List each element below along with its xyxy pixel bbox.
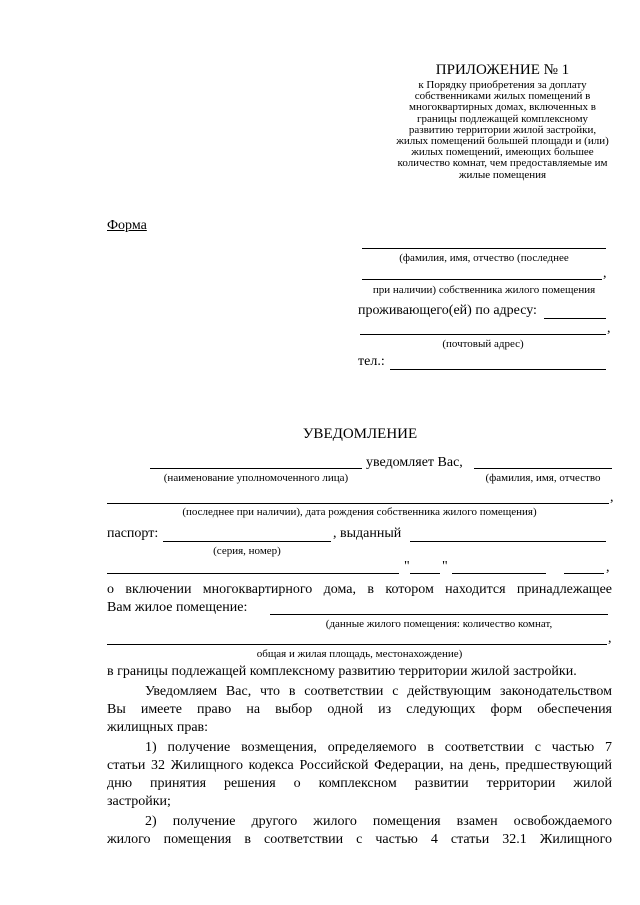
paragraph-line: Вы имеете право на выбор одной из следующих форм обеспечения [107,702,612,717]
area-line[interactable] [107,644,607,645]
birth-line[interactable] [107,503,609,504]
inclusion-text-line1: о включении многоквартирного дома, в котором находится принадлежащее [107,582,612,597]
date-comma: , [606,560,610,575]
fio-caption: (фамилия, имя, отчество (последнее [399,252,569,264]
birth-line-comma: , [610,490,614,505]
area-caption: общая и жилая площадь, местонахождение) [256,648,463,660]
authority-line[interactable] [150,468,362,469]
boundaries-text: в границы подлежащей комплексному развитию территории жилой застройки. [107,664,577,679]
fio-line[interactable] [362,248,606,249]
recipient-line[interactable] [474,468,612,469]
birth-caption: (последнее при наличии), дата рождения собственника жилого помещения) [182,506,537,518]
rooms-caption: (данные жилого помещения: количество комнат, [325,618,553,630]
residing-line[interactable] [544,318,606,319]
residing-label: проживающего(ей) по адресу: [358,303,537,318]
owner-line-comma: , [603,266,607,281]
item1-line: статьи 32 Жилищного кодекса Российской Федерации, на день, предшествующий [107,758,612,773]
issuer-line[interactable] [107,573,399,574]
premises-line[interactable] [270,614,608,615]
inclusion-text-line2: Вам жилое помещение: [107,600,248,615]
passport-label: паспорт: [107,526,159,541]
owner-caption: при наличии) собственника жилого помещения [372,284,596,296]
notifies-text: уведомляет Вас, [366,455,463,470]
month-line[interactable] [452,573,546,574]
postal-line[interactable] [360,334,606,335]
tel-line[interactable] [390,369,606,370]
area-line-comma: , [608,631,612,646]
tel-label: тел.: [358,354,385,369]
date-quote-open: " [404,559,410,574]
postal-caption: (почтовый адрес) [442,338,524,350]
item1-line: дню принятия решения о комплексном развитии территории жилой [107,776,612,791]
issued-label: , выданный [333,526,402,541]
appendix-title: ПРИЛОЖЕНИЕ № 1 [435,62,570,78]
item1-line: 1) получение возмещения, определяемого в соответствии с частью 7 [145,740,612,755]
series-caption: (серия, номер) [213,545,281,557]
owner-line[interactable] [362,279,602,280]
item1-line: застройки; [107,794,171,809]
paragraph-line: жилищных прав: [107,720,209,735]
paragraph-line: Уведомляем Вас, что в соответствии с действующим законодательством [145,684,612,699]
day-line[interactable] [410,573,440,574]
form-label: Форма [107,218,147,233]
issued-line[interactable] [410,541,606,542]
document-heading: УВЕДОМЛЕНИЕ [302,426,418,442]
item2-line: жилого помещения в соответствии с частью 4 статьи 32.1 Жилищного [107,832,612,847]
passport-line[interactable] [163,541,331,542]
item2-line: 2) получение другого жилого помещения взамен освобождаемого [145,814,612,829]
year-line[interactable] [564,573,604,574]
authority-caption: (наименование уполномоченного лица) [163,472,349,484]
recipient-caption: (фамилия, имя, отчество [485,472,601,484]
appendix-subtitle: к Порядку приобретения за доплату собственниками жилых помещений в многоквартирных домах, включенных в границы подлежащей комплексному развитию территории жилой застройки, жилых помещений большей площади и (или) жилых помещений, имеющих большее количество комнат, чем предоставляемые им жилые помещения [396,79,609,181]
date-quote-close: " [442,559,448,574]
postal-line-comma: , [607,321,611,336]
